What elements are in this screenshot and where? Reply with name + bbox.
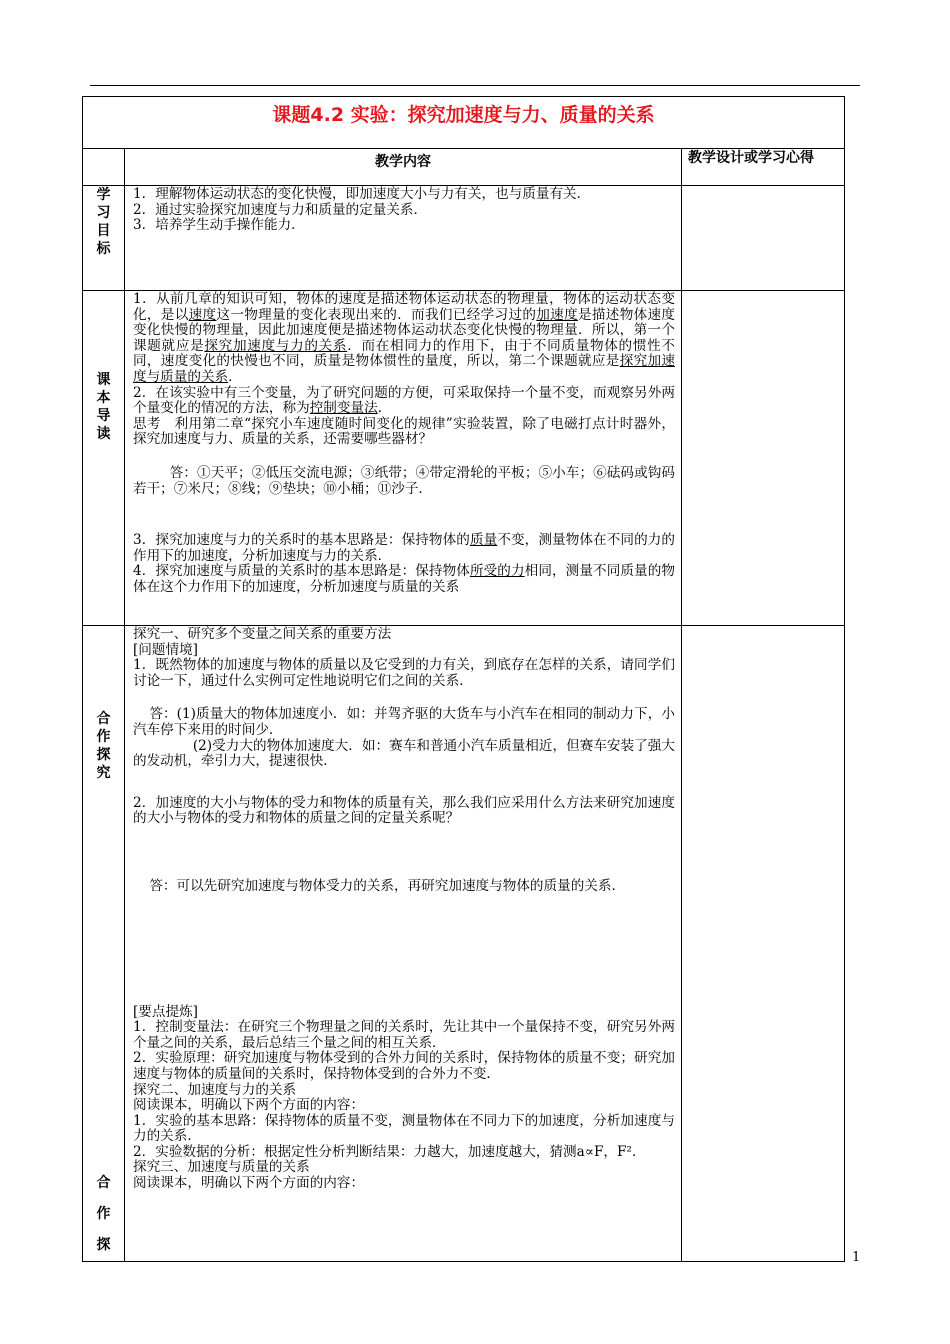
section-label-explore [83,626,125,1262]
problem-situation: [问题情境] [133,641,198,658]
notes-cell-guide [682,291,845,626]
answer-1-part-2: (2)受力大的物体加速度大．如：赛车和普通小汽车质量相近，但赛车安装了强大的发动机，牵引力大，提速很快． [133,737,675,770]
text: 这一物理量的变化表现出来的．而我们已经学习过的 [216,306,537,323]
underlined-term: 探究加速度与力的关系 [204,337,348,354]
underlined-term: 控制变量法 [309,400,378,417]
notes-cell-explore [682,626,845,1262]
underlined-term: 所受的力 [469,563,525,580]
answer-2: 答：可以先研究加速度与物体受力的关系，再研究加速度与物体的质量的关系． [149,877,626,894]
guide-paragraph-3 [133,533,675,564]
goal-line: 1．理解物体运动状态的变化快慢，即加速度大小与力有关，也与质量有关． [133,186,591,202]
lesson-table [82,96,845,1262]
question-2: 2．加速度的大小与物体的受力和物体的质量有关，那么我们应采用什么方法来研究加速度的大小与物体的受力和物体的质量之间的定量关系呢？ [133,794,675,827]
explore-heading-2: 探究二、加速度与力的关系 [133,1081,297,1098]
text: 相同，测量不同质量的物体在这个力作用下的加速度，分析加速度与质量的关系 [133,563,676,595]
explore-2-item-2: 2．实验数据的分析：根据定性分析判断结果：力越大，加速度越大，猜测a∝F，F². [133,1143,637,1160]
explore-heading-1: 探究一、研究多个变量之间关系的重要方法 [133,626,392,642]
text: ． [228,368,242,385]
read-instruction-1: 阅读课本，明确以下两个方面的内容： [133,1097,365,1114]
underlined-term: 速度 [188,306,217,323]
key-point-1: 1．控制变量法：在研究三个物理量之间的关系时，先让其中一个量保持不变，研究另外两个量之间的关系，最后总结三个量之间的相互关系． [133,1019,675,1051]
text: 2．在该实验中有三个变量，为了研究问题的方便，可采取保持一个量不变，而观察另外两个量变化的情况的方法，称为 [133,384,675,417]
key-points-heading: [要点提炼] [133,1003,198,1020]
goals-content [125,186,682,291]
guide-label-text: 课本导读 [96,372,111,442]
goal-line: 2．通过实验探究加速度与力和质量的定量关系． [133,201,428,218]
text: 4．探究加速度与质量的关系时的基本思路是：保持物体 [133,563,470,580]
guide-answer: 答：①天平；②低压交流电源；③纸带；④带定滑轮的平板；⑤小车；⑥砝码或钩码若干；⑦米尺；⑧线；⑨垫块；⑩小桶；⑪沙子． [133,464,675,497]
text: 3．探究加速度与力的关系时的基本思路是：保持物体的 [133,532,470,549]
explore-label-text: 合作探究 [96,711,111,781]
page-number: 1 [852,1250,861,1265]
explore-heading-3: 探究三、加速度与质量的关系 [133,1159,310,1176]
underlined-term: 探究加速度与质量的关系 [133,353,675,385]
column-header-notes: 教学设计或学习心得 [682,149,845,186]
key-point-2: 2．实验原理：研究加速度与物体受到的合外力间的关系时，保持物体的质量不变；研究加速度与物体的质量间的关系时，保持物体受到的合外力不变． [133,1050,675,1082]
guide-paragraph-1 [133,292,675,386]
read-instruction-2: 阅读课本，明确以下两个方面的内容： [133,1175,365,1192]
explore-label-text-lower: 合作探 [96,1175,111,1253]
answer-1-part-1: 答：(1)质量大的物体加速度小．如：并驾齐驱的大货车与小汽车在相同的制动力下，小汽车停下来用的时间少． [133,706,675,738]
text: 不变，测量物体在不同的力的作用下的加速度，分析加速度与力的关系． [133,532,676,564]
column-header-content: 教学内容 [125,149,682,186]
guide-think: 思考 利用第二章“探究小车速度随时间变化的规律”实验装置，除了电磁打点计时器外，探究加速度与力、质量的关系，还需要哪些器材？ [133,415,675,448]
notes-cell-goals [682,186,845,291]
text: ．而在相同力的作用下，由于不同质量物体的惯性不同，速度变化的快慢也不同，质量是物体惯性的量度，所以，第二个课题就应是 [133,337,675,370]
guide-content [125,291,682,626]
question-1: 1．既然物体的加速度与物体的质量以及它受到的力有关，到底存在怎样的关系，请同学们讨论一下，通过什么实例可定性地说明它们之间的关系． [133,657,675,689]
text: 1．从前几章的知识可知，物体的速度是描述物体运动状态的物理量，物体的运动状态变化，是以 [133,291,675,323]
guide-paragraph-4 [133,564,675,595]
goal-line: 3．培养学生动手操作能力． [133,217,305,234]
page-title: 课题4.2 实验：探究加速度与力、质量的关系 [83,97,845,149]
section-label-goals [83,186,125,291]
explore-2-item-1: 1．实验的基本思路：保持物体的质量不变，测量物体在不同力下的加速度，分析加速度与力的关系． [133,1112,675,1145]
header-rule [90,85,860,86]
goals-label-text: 学习目标 [96,187,111,257]
guide-paragraph-2 [133,386,675,417]
text: 是描述物体速度变化快慢的物理量，因此加速度便是描述物体运动状态变化快慢的物理量．所以，第一个课题就应是 [133,306,676,354]
explore-content [125,626,682,1262]
section-label-guide [83,291,125,626]
header-blank-cell [83,149,125,186]
underlined-term: 质量 [469,532,498,549]
text: ． [377,400,392,417]
underlined-term: 加速度 [536,306,578,323]
